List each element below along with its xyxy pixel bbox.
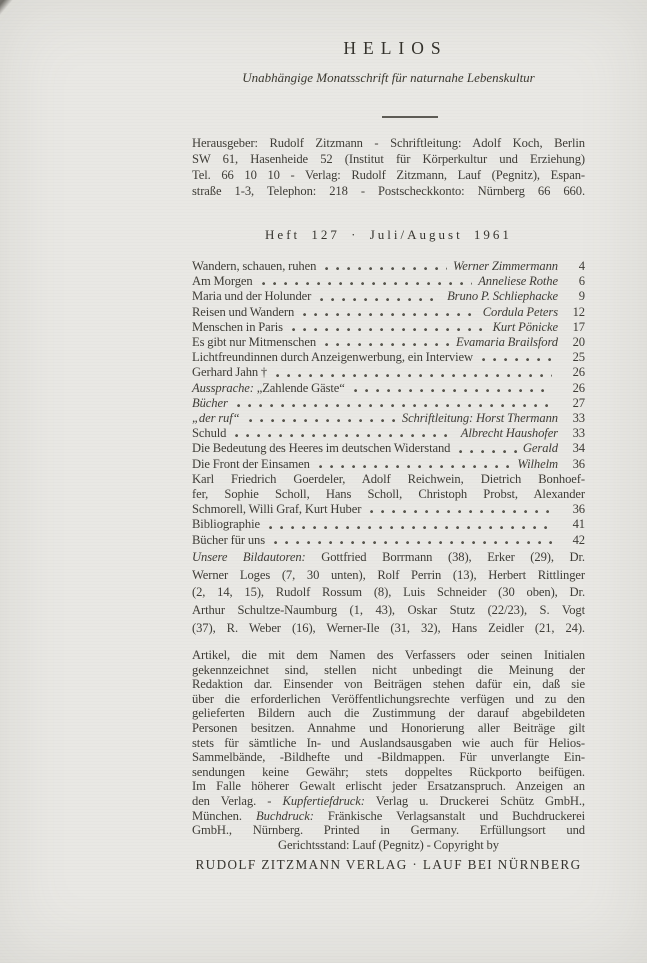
toc-entry-title-prefix: Aussprache: — [192, 380, 254, 395]
toc-row — [192, 365, 585, 380]
toc-entry-title: Schmorell, Willi Graf, Kurt Huber — [192, 502, 362, 517]
text-segment: Verlag u. Druckerei Schütz GmbH., — [364, 793, 585, 808]
text-line — [192, 750, 585, 765]
text-segment: Fränkische Verlagsanstalt und Buchdruckerei — [313, 808, 585, 823]
dot-leader — [354, 389, 552, 393]
toc-entry-title: Bücher — [192, 395, 228, 410]
toc-row — [192, 457, 585, 472]
toc-entry-page-number: 27 — [572, 395, 585, 410]
publisher-footer: RUDOLF ZITZMANN VERLAG · LAUF BEI NÜRNBERG — [195, 857, 582, 872]
table-of-contents — [192, 259, 585, 548]
dot-leader — [459, 450, 517, 454]
toc-entry-author: Werner Zimmermann — [452, 259, 558, 273]
toc-row — [192, 533, 585, 548]
toc-entry-page-number: 17 — [572, 319, 585, 334]
text-line — [192, 151, 585, 167]
toc-entry-continuation-line: Karl Friedrich Goerdeler, Adolf Reichwein, Dietrich Bonhoef- — [192, 471, 585, 486]
text-segment: über die erforderlichen Veröffentlichungsrechte verfügen und zu den — [192, 691, 585, 706]
text-line — [192, 692, 585, 707]
toc-row — [192, 320, 585, 335]
toc-entry-author: Anneliese Rothe — [478, 274, 558, 289]
toc-entry-title: „der ruf“ — [192, 411, 240, 426]
dot-leader — [303, 313, 477, 317]
text-line — [192, 167, 585, 183]
text-line — [192, 648, 585, 663]
text-segment: Arthur Schultze-Naumburg (1, 43), Oskar Stutz (22/23), S. Vogt — [192, 603, 585, 618]
magazine-title: HELIOS — [343, 38, 448, 58]
text-line — [192, 620, 585, 638]
text-segment: stets für sämtliche In- und Auslandsausgaben wie auch für Helios- — [192, 735, 585, 750]
dot-leader — [237, 404, 552, 408]
toc-entry-title: Menschen in Paris — [192, 319, 283, 334]
toc-entry-page-number: 26 — [572, 365, 585, 380]
text-segment: (2, 14, 15), Rudolf Rossum (8), Luis Schneider (30 oben), Dr. — [192, 585, 585, 600]
toc-entry-title: Maria und der Holunder — [192, 289, 312, 304]
text-line — [192, 809, 585, 824]
toc-row — [192, 335, 585, 350]
text-segment: den Verlag. - — [192, 793, 283, 808]
issue-heading: Heft 127 · Juli/August 1961 — [265, 227, 512, 242]
toc-entry-title: Am Morgen — [192, 274, 253, 289]
text-segment: GmbH., Nürnberg. Printed in Germany. Erfüllungsort und — [192, 823, 585, 838]
toc-entry-title: Die Bedeutung des Heeres im deutschen Widerstand — [192, 441, 451, 456]
toc-entry-page-number: 33 — [572, 411, 585, 426]
text-line — [192, 677, 585, 692]
text-segment: gekennzeichnet sind, stellen nicht unbedingt die Meinung der — [192, 662, 585, 677]
text-line — [192, 135, 585, 151]
toc-entry-title: Gerhard Jahn † — [192, 365, 268, 380]
toc-entry-continuation-line: fer, Sophie Scholl, Hans Scholl, Christoph Probst, Alexander — [192, 487, 585, 502]
toc-entry-author: Cordula Peters — [482, 304, 558, 319]
scan-artifact — [0, 0, 18, 15]
toc-entry-page-number: 36 — [572, 456, 585, 471]
text-segment: Redaktion dar. Einsender von Beiträgen stehen dafür ein, daß sie — [192, 677, 585, 692]
divider-rule — [382, 116, 438, 118]
text-segment: Buchdruck: — [256, 808, 314, 823]
text-segment: München. — [192, 808, 257, 823]
toc-row — [192, 350, 585, 365]
text-segment: Werner Loges (7, 30 unten), Rolf Perrin (13), Herbert Rittlinger — [192, 567, 585, 582]
text-line — [192, 584, 585, 602]
text-segment: Sammelbände, -Bildhefte und -Bildmappen. Für unverlangte Ein- — [192, 750, 585, 765]
text-line — [192, 721, 585, 736]
text-line — [192, 794, 585, 809]
text-segment: Im Falle höherer Gewalt erlischt jeder Ersatzanspruch. Anzeigen an — [192, 779, 585, 794]
dot-leader — [249, 419, 396, 423]
toc-entry-page-number: 34 — [572, 441, 585, 456]
toc-entry-title: Wandern, schauen, ruhen — [192, 259, 317, 273]
toc-entry-page-number: 25 — [572, 350, 585, 365]
toc-entry-title: Reisen und Wandern — [192, 304, 295, 319]
text-line — [192, 779, 585, 794]
dot-leader — [325, 267, 447, 271]
text-segment: Tel. 66 10 10 - Verlag: Rudolf Zitzmann, Lauf (Pegnitz), Espan- — [192, 168, 585, 183]
toc-entry-author: Bruno P. Schliephacke — [447, 289, 558, 304]
text-segment: sendungen keine Gewähr; stets doppeltes Rückporto beifügen. — [192, 764, 585, 779]
photo-credits-block — [192, 549, 585, 638]
text-line — [192, 823, 585, 838]
toc-entry-title: Lichtfreundinnen durch Anzeigenwerbung, ein Interview — [192, 350, 474, 365]
text-segment: Unsere Bildautoren: — [192, 550, 306, 564]
text-line — [192, 838, 585, 853]
dot-leader — [274, 541, 552, 545]
text-segment: Kupfertiefdruck: — [282, 793, 365, 808]
toc-entry-page-number: 42 — [572, 532, 585, 547]
toc-entry-page-number: 41 — [572, 517, 585, 532]
toc-row — [192, 381, 585, 396]
dot-leader — [319, 465, 512, 469]
toc-entry-page-number: 9 — [578, 289, 585, 304]
toc-entry-page-number: 12 — [572, 304, 585, 319]
dot-leader — [325, 343, 450, 347]
toc-row — [192, 305, 585, 320]
dot-leader — [292, 328, 487, 332]
text-segment: gelieferten Bildern auch die Zustimmung der darauf abgebildeten — [192, 706, 585, 721]
text-line — [192, 602, 585, 620]
text-segment: (37), R. Weber (16), Werner-Ile (31, 32), Hans Zeidler (21, 24). — [192, 620, 585, 635]
text-segment: straße 1-3, Telephon: 218 - Postscheckkonto: Nürnberg 66 660. — [192, 184, 585, 199]
dot-leader — [320, 298, 441, 302]
text-line — [192, 183, 585, 199]
dot-leader — [276, 374, 552, 378]
text-segment: Gerichtsstand: Lauf (Pegnitz) - Copyright by — [278, 837, 499, 852]
toc-row — [192, 411, 585, 426]
toc-entry-page-number: 4 — [578, 259, 585, 273]
toc-row — [192, 259, 585, 274]
magazine-subtitle: Unabhängige Monatsschrift für naturnahe Lebenskultur — [242, 70, 535, 85]
toc-entry-title: Bibliographie — [192, 517, 260, 532]
text-line — [192, 663, 585, 678]
toc-entry-page-number: 36 — [572, 502, 585, 517]
dot-leader — [269, 526, 552, 530]
dot-leader — [482, 358, 552, 362]
toc-row — [192, 517, 585, 532]
toc-entry-page-number: 6 — [578, 274, 585, 289]
toc-entry-author: Evamaria Brailsford — [455, 335, 558, 350]
toc-row — [192, 274, 585, 289]
dot-leader — [262, 282, 473, 286]
toc-entry-author: Wilhelm — [517, 456, 558, 471]
toc-row — [192, 289, 585, 304]
toc-entry-page-number: 33 — [572, 426, 585, 441]
text-line — [192, 549, 585, 567]
toc-entry-title: Aussprache: „Zahlende Gäste“ — [192, 380, 345, 395]
toc-entry-author: Albrecht Haushofer — [460, 426, 558, 441]
toc-entry-page-number: 20 — [572, 335, 585, 350]
text-segment: Artikel, die mit dem Namen des Verfassers oder seinen Initialen — [192, 648, 585, 662]
text-line — [192, 765, 585, 780]
text-segment: Herausgeber: Rudolf Zitzmann - Schriftleitung: Adolf Koch, Berlin — [192, 136, 585, 150]
toc-row — [192, 441, 585, 456]
toc-entry-page-number: 26 — [572, 380, 585, 395]
toc-entry-title: Die Front der Einsamen — [192, 456, 310, 471]
dot-leader — [370, 510, 552, 514]
toc-entry-author: Schriftleitung: Horst Thermann — [401, 411, 558, 426]
toc-entry-title: Es gibt nur Mitmenschen — [192, 335, 317, 350]
dot-leader — [235, 434, 454, 438]
text-line — [192, 736, 585, 751]
text-segment: SW 61, Hasenheide 52 (Institut für Körperkultur und Erziehung) — [192, 152, 585, 167]
text-segment: Personen besitzen. Annahme und Honorierung aller Beiträge gilt — [192, 720, 585, 735]
toc-entry-title: Bücher für uns — [192, 532, 266, 547]
toc-entry-author: Gerald — [522, 441, 558, 456]
text-line — [192, 567, 585, 585]
legal-notice-block — [192, 648, 585, 852]
toc-row — [192, 502, 585, 517]
publisher-block — [192, 135, 585, 199]
text-line — [192, 706, 585, 721]
toc-row — [192, 426, 585, 441]
toc-entry-author: Kurt Pönicke — [492, 319, 558, 334]
toc-row — [192, 396, 585, 411]
toc-entry-title: Schuld — [192, 426, 227, 441]
text-segment: Gottfried Borrmann (38), Erker (29), Dr. — [305, 550, 585, 564]
